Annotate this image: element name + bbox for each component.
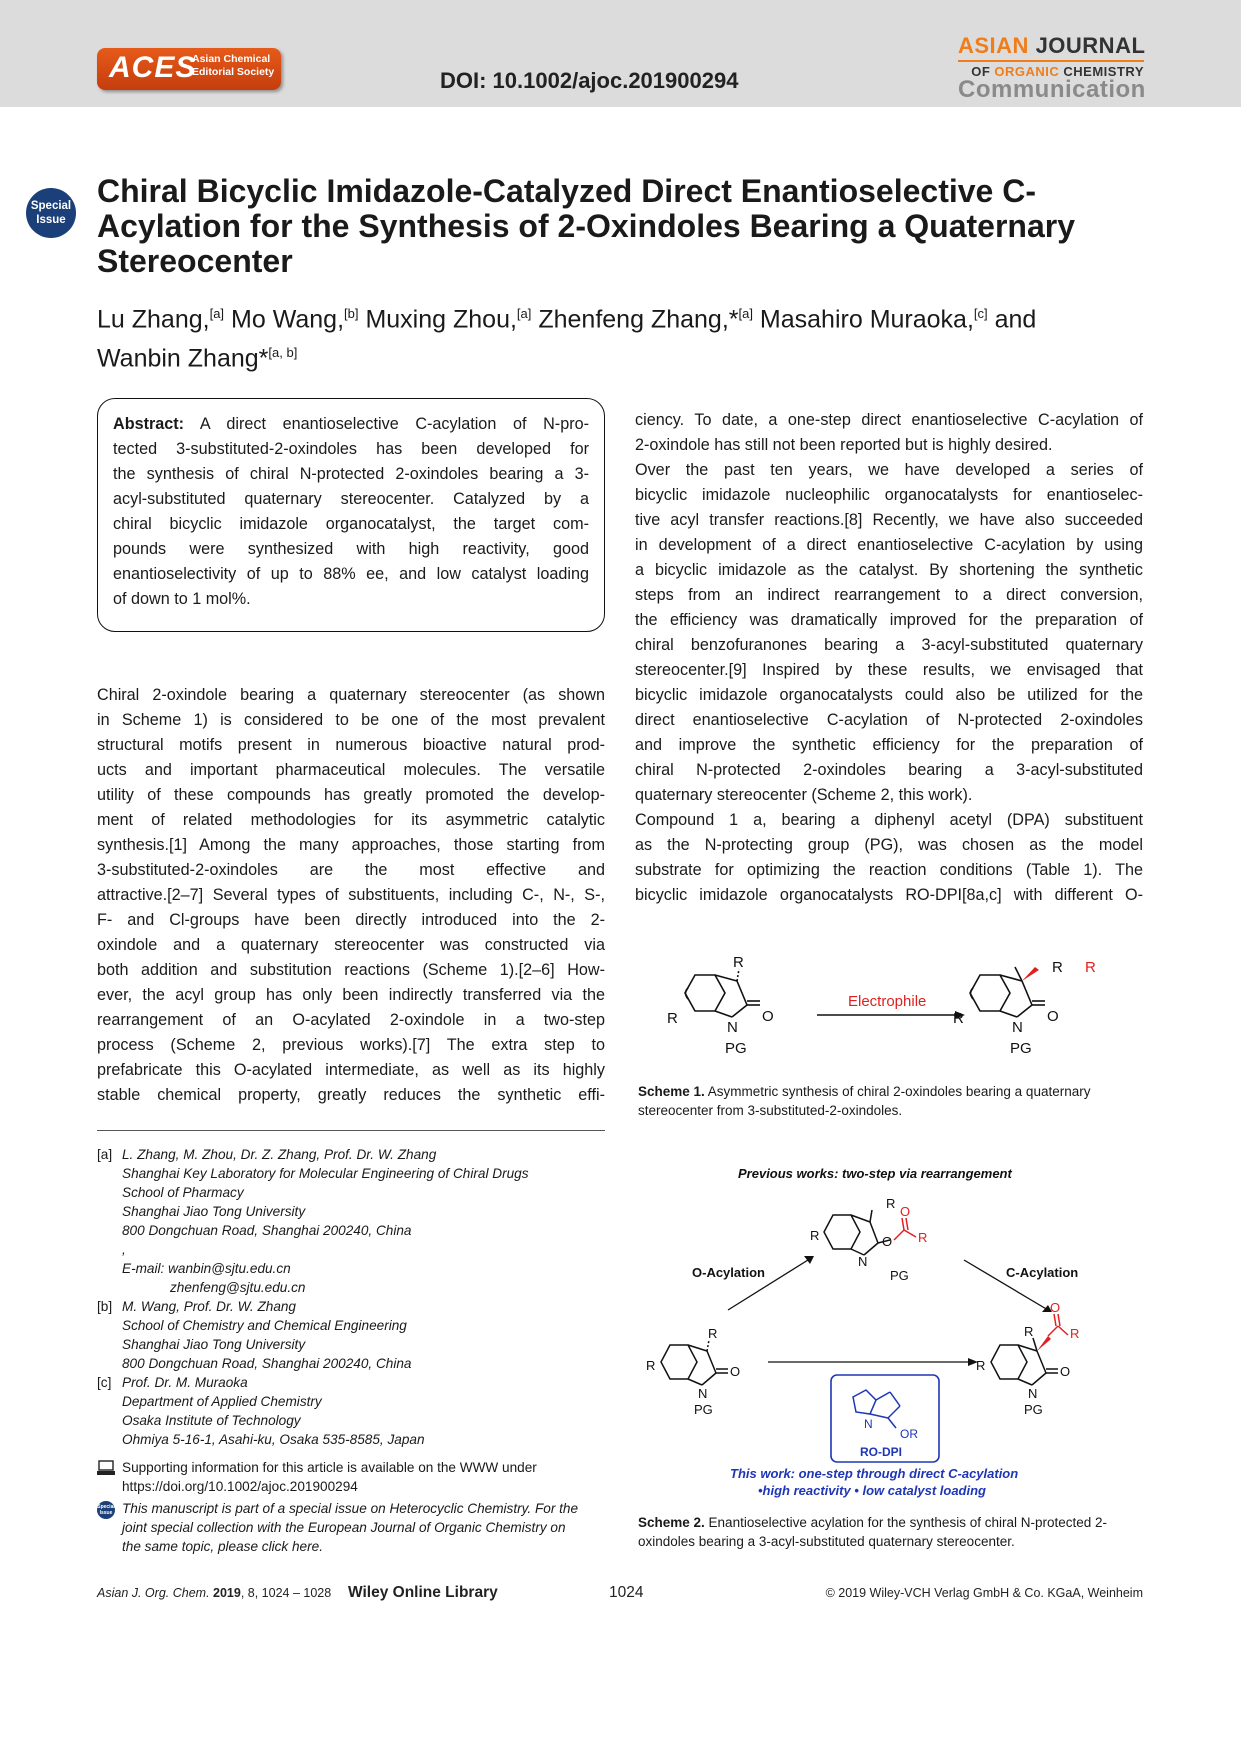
affiliation-line: Ohmiya 5-16-1, Asahi-ku, Osaka 535-8585, Japan [122, 1432, 425, 1447]
author-name: Lu Zhang, [97, 305, 210, 334]
scheme2-caption-label: Scheme 2. [638, 1515, 705, 1530]
badge-line2: Issue [36, 214, 66, 226]
journal-line2-b: ORGANIC [994, 64, 1060, 79]
body-line: chiral N-protected 2-oxindoles bearing a 3-acyl-substituted [635, 761, 1143, 779]
n-label: N [858, 1254, 868, 1269]
title-line: Acylation for the Synthesis of 2-Oxindoles Bearing a Quaternary [97, 208, 1076, 244]
author-affiliation: [a] [209, 306, 225, 321]
affiliation-c [97, 1373, 617, 1449]
affiliation-line: 800 Dongchuan Road, Shanghai 200240, China [122, 1356, 412, 1371]
affiliation-b [97, 1297, 617, 1373]
scheme1-caption-text: Asymmetric synthesis of chiral 2-oxindoles bearing a quaternary stereocenter from 3-substituted-2-oxindoles. [638, 1084, 1091, 1118]
aces-logo[interactable] [97, 48, 281, 90]
aces-logo-text: ACES [109, 51, 197, 84]
r1-label: R [646, 1358, 656, 1373]
abstract-line: acyl-substituted quaternary stereocenter. Catalyzed by a [113, 490, 589, 508]
n-label: N [727, 1019, 738, 1036]
body-line: synthesis.[1] Among the many approaches, those starting from [97, 836, 605, 854]
body-line: tive acyl transfer reactions.[8] Recently, we have also succeeded [635, 511, 1143, 529]
body-line: both addition and substitution reactions (Scheme 1).[2–6] How- [97, 961, 605, 979]
author-name: Zhenfeng Zhang,* [538, 305, 739, 334]
body-line: the efficiency was dramatically improved for the preparation of [635, 611, 1143, 629]
abstract-line: chiral bicyclic imidazole organocatalyst, the target com- [113, 515, 589, 533]
catalyst-n-label: N [864, 1417, 873, 1431]
r1-label: R [667, 1010, 678, 1027]
r2-label: R [886, 1196, 896, 1211]
author-name: Wanbin Zhang* [97, 344, 269, 373]
journal-line1-a: ASIAN [958, 33, 1036, 58]
abstract-text [113, 412, 589, 612]
affiliation-line: School of Chemistry and Chemical Engineering [122, 1318, 407, 1333]
journal-line2-c: CHEMISTRY [1059, 64, 1144, 79]
r1-label: R [953, 1010, 964, 1027]
doi-link[interactable]: DOI: 10.1002/ajoc.201900294 [440, 68, 739, 93]
author-name: Mo Wang, [231, 305, 345, 334]
body-right-column [635, 408, 1143, 908]
body-line: oxindole and a quaternary stereocenter was constructed via [97, 936, 605, 954]
pg-label: PG [1024, 1402, 1043, 1417]
author-affiliation: [c] [973, 306, 988, 321]
supporting-info-line: Supporting information for this article is available on the WWW under [122, 1460, 537, 1475]
affiliation-line: L. Zhang, M. Zhou, Dr. Z. Zhang, Prof. Dr. W. Zhang [122, 1147, 437, 1162]
body-line: as the N-protecting group (PG), was chosen as the model [635, 836, 1143, 854]
abstract-line: of down to 1 mol%. [113, 590, 251, 608]
title-line: Chiral Bicyclic Imidazole-Catalyzed Direct Enantioselective C- [97, 173, 1036, 209]
o-label: O [730, 1364, 741, 1379]
scheme2-figure [638, 1160, 1148, 1500]
this-work-line1: This work: one-step through direct C-acylation [730, 1466, 1019, 1481]
journal-line2-a: OF [971, 64, 995, 79]
affiliation-label: [a] [97, 1147, 113, 1162]
page-footer [97, 1584, 1143, 1606]
pg-label: PG [725, 1040, 747, 1057]
wiley-online-library-link[interactable]: Wiley Online Library [348, 1584, 498, 1601]
n-label: N [698, 1386, 708, 1401]
body-line: 3-substituted-2-oxindoles are the most effective and [97, 861, 605, 879]
body-left-column [97, 683, 605, 1108]
body-line: utility of these compounds has greatly promoted the develop- [97, 786, 605, 804]
o-label-red: O [900, 1204, 911, 1219]
abstract-line: enantioselectivity of up to 88% ee, and low catalyst loading [113, 565, 589, 583]
scheme2-caption-text: Enantioselective acylation for the synthesis of chiral N-protected 2-oxindoles bearing a 3-acyl-substituted quaternary stereocenter. [638, 1515, 1107, 1549]
body-line: ment of related methodologies for its asymmetric catalytic [97, 811, 605, 829]
body-line: Compound 1 a, bearing a diphenyl acetyl (DPA) substituent [635, 811, 1143, 829]
body-line: process (Scheme 2, previous works).[7] The extra step to [97, 1036, 605, 1054]
r2-label: R [1052, 959, 1063, 976]
body-line: stereocenter.[9] Inspired by these results, we envisaged that [635, 661, 1143, 679]
body-line: attractive.[2–7] Several types of substituents, including C-, N-, S-, [97, 886, 605, 904]
scheme1-arrow-label: Electrophile [848, 993, 927, 1010]
special-issue-badge[interactable] [26, 188, 76, 238]
author-affiliation: [a] [738, 306, 753, 321]
affiliation-label: [b] [97, 1299, 113, 1314]
body-line: and improve the synthetic efficiency for the preparation of [635, 736, 1143, 754]
special-note-link[interactable]: the same topic, please click here. [122, 1539, 323, 1554]
body-line: bicyclic imidazole nucleophilic organocatalysts for enantioselec- [635, 486, 1143, 504]
author-affiliation: [a] [516, 306, 532, 321]
citation-year: 2019 [213, 1586, 241, 1600]
computer-icon [97, 1460, 115, 1476]
body-line: prefabricate this O-acylated intermediate, as well as its highly [97, 1061, 605, 1079]
r2-label: R [708, 1326, 718, 1341]
r1-label: R [810, 1228, 820, 1243]
body-line: stable chemical property, greatly reduces the synthetic effi- [97, 1086, 605, 1104]
carbonyl-o-label: O [762, 1008, 774, 1025]
catalyst-name: RO-DPI [860, 1445, 902, 1459]
special-note-line: joint special collection with the European Journal of Organic Chemistry on [122, 1520, 566, 1535]
affiliation-line: School of Pharmacy [122, 1185, 244, 1200]
author-list [97, 297, 1177, 376]
body-line: ever, the acyl group has only been indirectly transferred via the [97, 986, 605, 1004]
carbonyl-o-label: O [1047, 1008, 1059, 1025]
special-note-line: This manuscript is part of a special issue on Heterocyclic Chemistry. For the [122, 1501, 579, 1516]
scheme1-caption [638, 1082, 1148, 1120]
r1-label: R [976, 1358, 986, 1373]
body-line: bicyclic imidazole organocatalysts RO-DPI[8a,c] with different O- [635, 886, 1143, 904]
body-line: structural motifs present in numerous bioactive natural prod- [97, 736, 605, 754]
r3-label: R [1070, 1326, 1080, 1341]
affiliation-line: Shanghai Key Laboratory for Molecular Engineering of Chiral Drugs [122, 1166, 529, 1181]
scheme1-figure [655, 955, 1135, 1080]
citation [97, 1586, 331, 1600]
previous-works-heading: Previous works: two-step via rearrangement [738, 1166, 1012, 1181]
title-line: Stereocenter [97, 243, 293, 279]
affiliations [97, 1145, 617, 1449]
arrowhead [804, 1256, 814, 1264]
page-number: 1024 [609, 1584, 644, 1601]
affiliation-line: Department of Applied Chemistry [122, 1394, 322, 1409]
affiliation-line: Osaka Institute of Technology [122, 1413, 301, 1428]
abstract-line: the synthesis of chiral N-protected 2-oxindoles bearing a 3- [113, 465, 589, 483]
footnote-divider [97, 1130, 605, 1131]
affiliation-line: , [122, 1242, 126, 1257]
body-line: Chiral 2-oxindole bearing a quaternary stereocenter (as shown [97, 686, 605, 704]
abstract-line: pounds were synthesized with high reactivity, good [113, 540, 589, 558]
body-line: F- and Cl-groups have been directly introduced into the 2- [97, 911, 605, 929]
body-line: a bicyclic imidazole as the catalyst. By shortening the synthetic [635, 561, 1143, 579]
catalyst-or-label: OR [900, 1427, 918, 1441]
pg-label: PG [694, 1402, 713, 1417]
o-label: O [882, 1234, 893, 1249]
body-line: in Scheme 1) is considered to be one of the most prevalent [97, 711, 605, 729]
citation-journal: Asian J. Org. Chem. [97, 1586, 210, 1600]
copyright: © 2019 Wiley-VCH Verlag GmbH & Co. KGaA, Weinheim [825, 1586, 1143, 1600]
o-acylation-label: O-Acylation [692, 1265, 765, 1280]
red-wedge-bond [1022, 967, 1039, 981]
body-line: ucts and important pharmaceutical molecules. The versatile [97, 761, 605, 779]
affiliation-a [97, 1145, 617, 1297]
r3-label: R [918, 1230, 928, 1245]
author-conjunction: and [994, 305, 1037, 334]
scheme2-caption [638, 1513, 1148, 1551]
red-wedge-bond [1037, 1336, 1051, 1351]
body-line: chiral benzofuranones bearing a 3-acyl-substituted quaternary [635, 636, 1143, 654]
affiliation-line: 800 Dongchuan Road, Shanghai 200240, China [122, 1223, 412, 1238]
journal-logo [958, 33, 1144, 104]
abstract-line: tected 3-substituted-2-oxindoles has been developed for [113, 440, 589, 458]
body-line: bicyclic imidazole organocatalysts could also be utilized for the [635, 686, 1143, 704]
o-label: O [1060, 1364, 1071, 1379]
this-work-line2: •high reactivity • low catalyst loading [758, 1483, 986, 1498]
author-affiliation: [a, b] [268, 345, 298, 361]
body-line: Over the past ten years, we have developed a series of [635, 461, 1143, 479]
body-line: ciency. To date, a one-step direct enantioselective C-acylation of [635, 411, 1143, 429]
article-type: Communication [958, 76, 1146, 103]
body-line: steps from an indirect rearrangement to a direct conversion, [635, 586, 1143, 604]
n-label: N [1028, 1386, 1038, 1401]
affiliation-label: [c] [97, 1375, 112, 1390]
affiliation-line: M. Wang, Prof. Dr. W. Zhang [122, 1299, 296, 1314]
affiliation-line: Shanghai Jiao Tong University [122, 1204, 306, 1219]
email-line[interactable]: zhenfeng@sjtu.edu.cn [170, 1280, 306, 1295]
affiliation-line: Shanghai Jiao Tong University [122, 1337, 306, 1352]
journal-line1-b: JOURNAL [1035, 33, 1146, 58]
body-line: quaternary stereocenter (Scheme 2, this work). [635, 786, 973, 804]
pg-label: PG [890, 1268, 909, 1283]
c-acylation-label: C-Acylation [1006, 1265, 1079, 1280]
body-line: 2-oxindole has still not been reported but is highly desired. [635, 436, 1053, 454]
pg-label: PG [1010, 1040, 1032, 1057]
abstract-line: A direct enantioselective C-acylation of N-pro- [184, 415, 589, 433]
affiliation-line: Prof. Dr. M. Muraoka [122, 1375, 248, 1390]
article-title [97, 174, 1167, 279]
r3-label: R [1085, 959, 1096, 976]
o-label-red: O [1050, 1300, 1061, 1315]
badge-line1: Special [30, 200, 72, 212]
n-label: N [1012, 1019, 1023, 1036]
author-name: Muxing Zhou, [365, 305, 517, 334]
r2-label: R [1024, 1324, 1034, 1339]
r2-label: R [733, 955, 744, 971]
citation-pages: , 8, 1024 – 1028 [240, 1586, 332, 1600]
body-line: substrate for optimizing the reaction conditions (Table 1). The [635, 861, 1143, 879]
email-line[interactable]: E-mail: wanbin@sjtu.edu.cn [122, 1261, 291, 1276]
aces-logo-subtext: Asian Chemical Editorial Society [192, 53, 275, 78]
special-issue-note [97, 1499, 607, 1556]
supporting-info-link[interactable]: https://doi.org/10.1002/ajoc.201900294 [122, 1479, 358, 1494]
abstract-label: Abstract: [113, 415, 185, 433]
author-name: Masahiro Muraoka, [759, 305, 974, 334]
body-line: rearrangement of an O-acylated 2-oxindole in a two-step [97, 1011, 605, 1029]
author-affiliation: [b] [344, 306, 359, 321]
body-line: in development of a direct enantioselective C-acylation by using [635, 536, 1143, 554]
special-issue-icon: Special Issue [97, 1501, 115, 1519]
supporting-info-note [97, 1458, 607, 1496]
body-line: direct enantioselective C-acylation of N-protected 2-oxindoles [635, 711, 1143, 729]
scheme1-caption-label: Scheme 1. [638, 1084, 705, 1099]
